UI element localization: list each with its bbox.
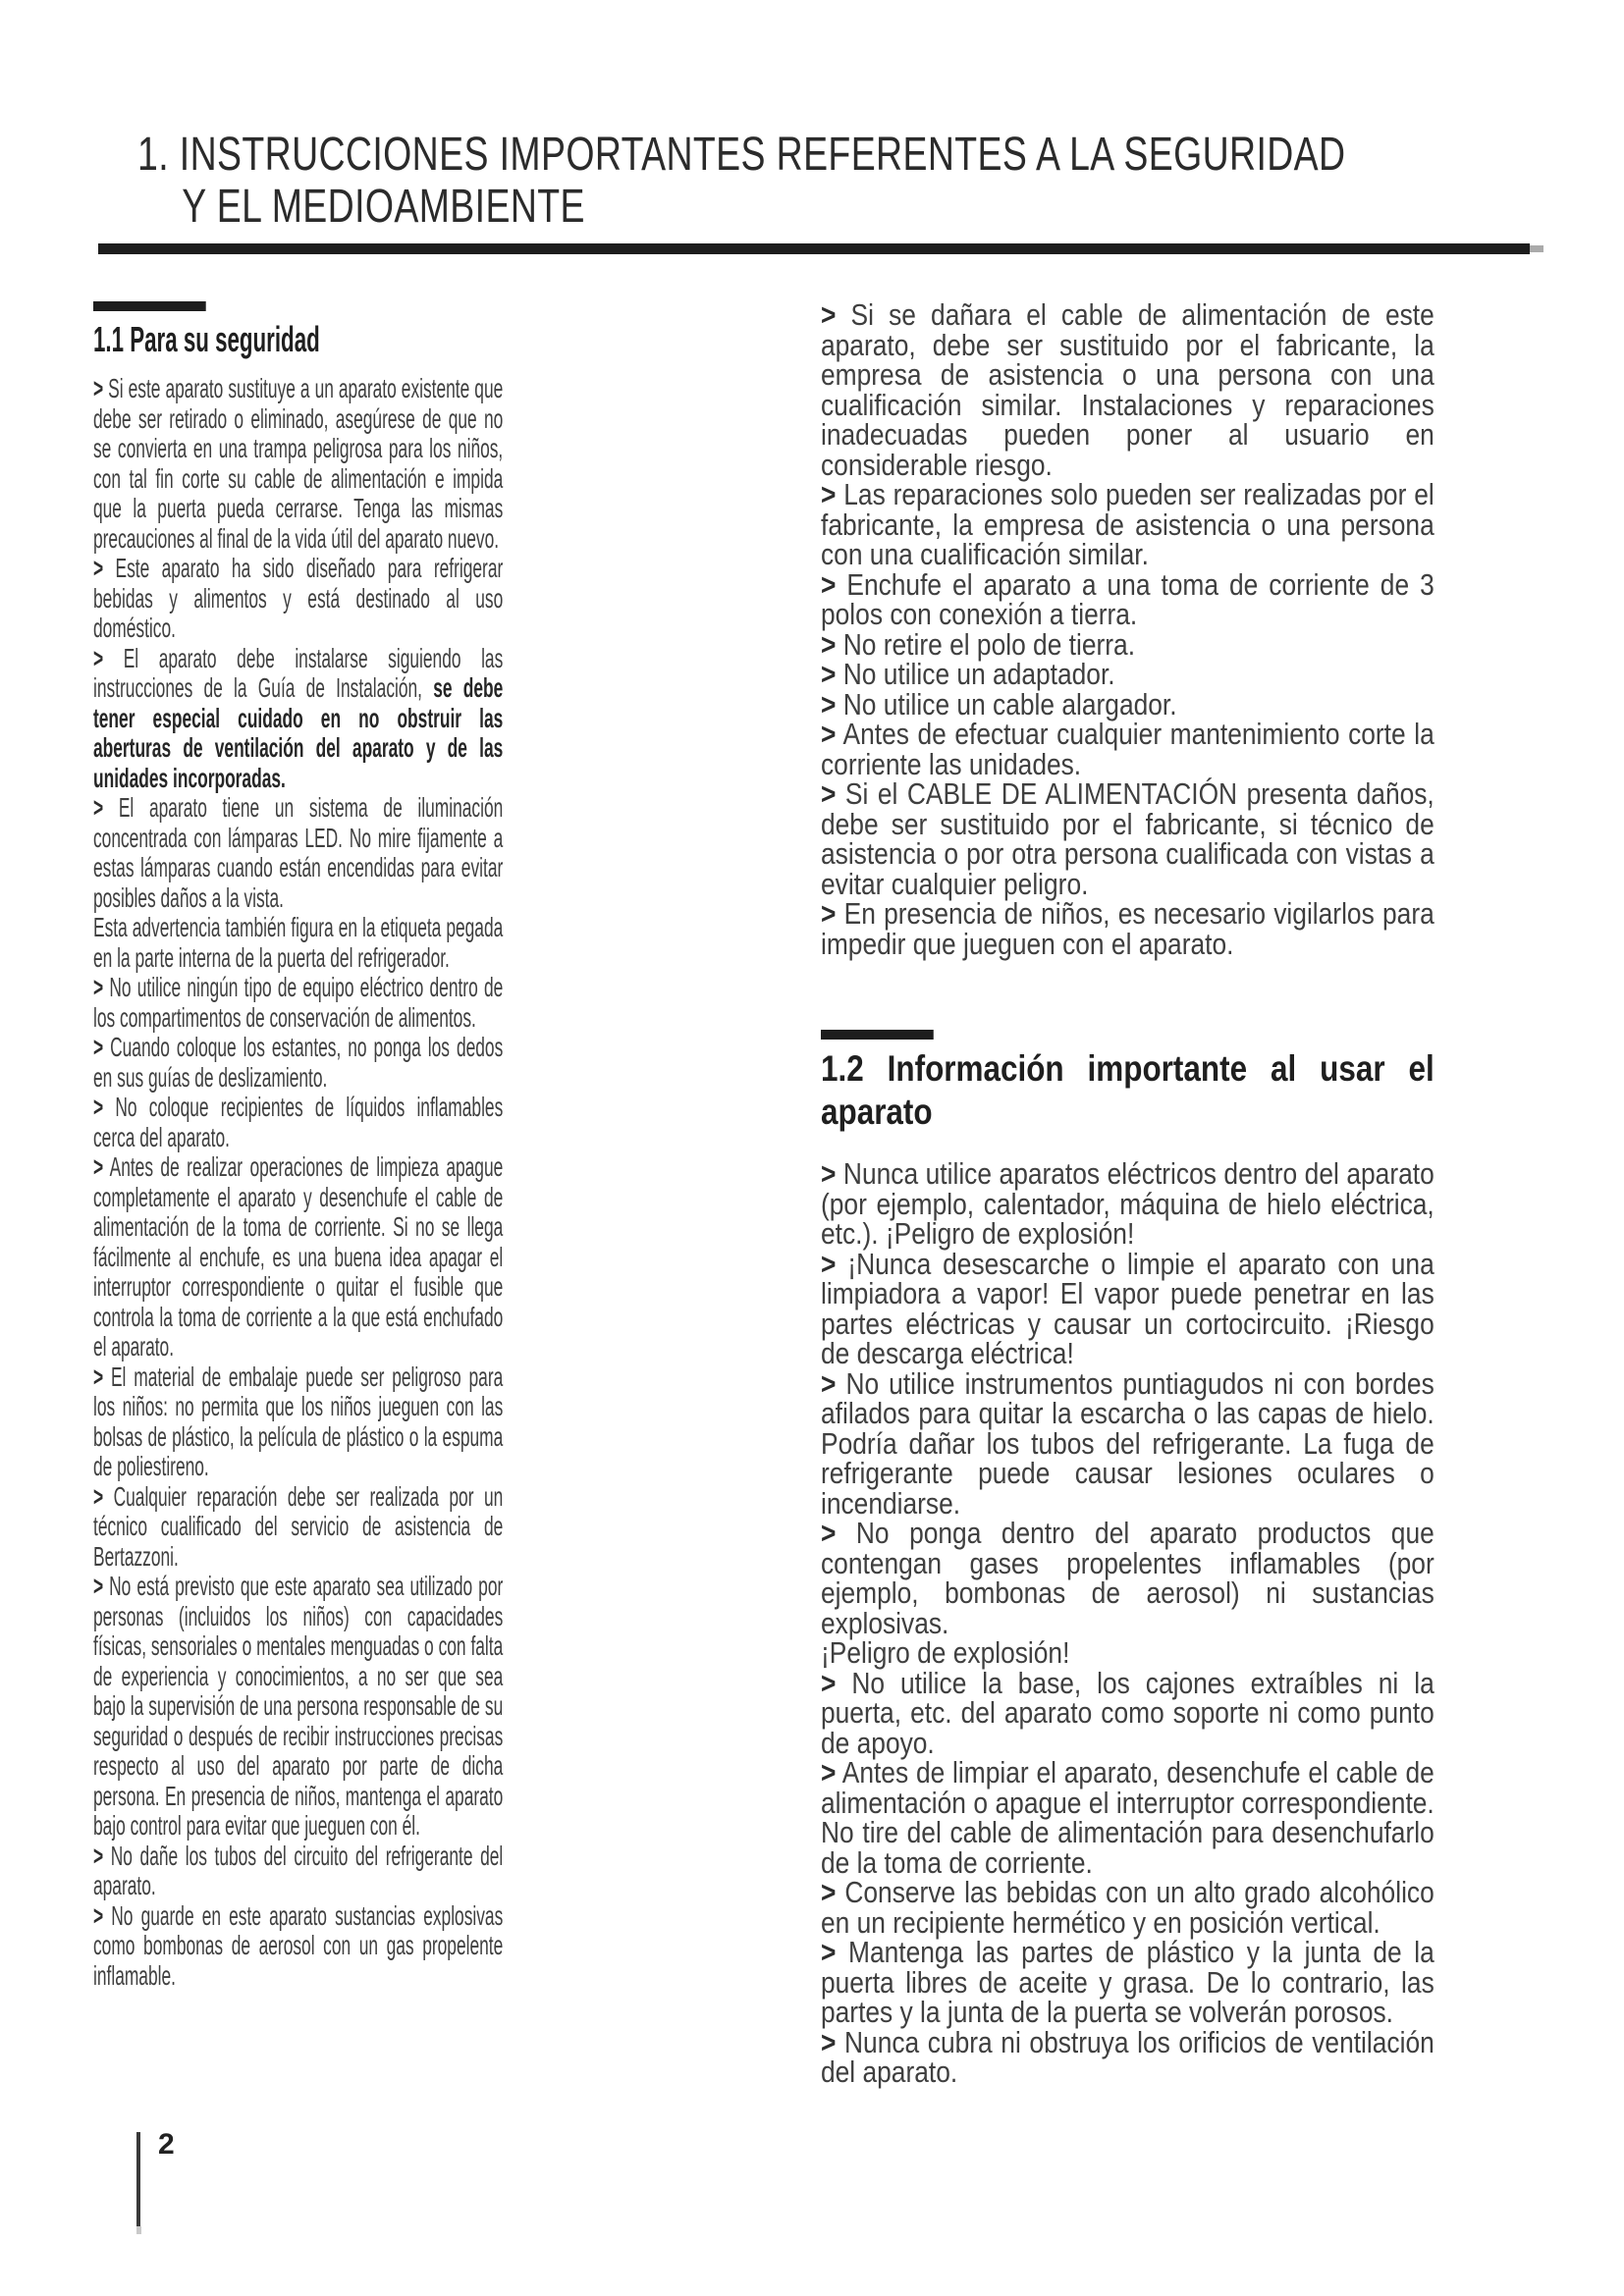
section-rule-1-1 xyxy=(93,301,206,311)
paragraph xyxy=(821,1365,1435,1521)
left-column xyxy=(93,294,503,1991)
paragraph xyxy=(821,1246,1435,1370)
bullet-arrow-icon: > xyxy=(821,776,837,811)
bullet-arrow-icon: > xyxy=(821,1665,837,1700)
bullet-arrow-icon: > xyxy=(93,1151,104,1182)
paragraph-text: Conserve las bebidas con un alto grado alcohólico en un recipiente hermético y en posición vertical. xyxy=(821,1875,1435,1940)
paragraph xyxy=(821,717,1435,781)
paragraph-text: Si el CABLE DE ALIMENTACIÓN presenta daños, debe ser sustituido por el fabricante, si técnico de asistencia o por otra persona cualificada con vistas a evitar cualquier peligro. xyxy=(821,776,1435,901)
paragraph-text: No dañe los tubos del circuito del refrigerante del aparato. xyxy=(93,1840,504,1900)
paragraph-text: No utilice un cable alargador. xyxy=(842,686,1177,721)
bullet-arrow-icon: > xyxy=(821,896,837,931)
bullet-arrow-icon: > xyxy=(93,1899,104,1931)
paragraph-text: No utilice la base, los cajones extraíbles ni la puerta, etc. del aparato como soporte ni como punto de apoyo. xyxy=(821,1665,1435,1760)
paragraph-text: Antes de realizar operaciones de limpieza apague completamente el aparato y desenchufe el cable de alimentación de la toma de corriente. Si no se llega fácilmente al enchufe, es una buena idea apagar el interruptor correspondiente o quitar el fusible que controla la toma de corriente a la que está enchufado el aparato. xyxy=(93,1151,504,1362)
paragraph xyxy=(93,1901,503,1992)
paragraph xyxy=(821,297,1435,482)
paragraph-text: No ponga dentro del aparato productos que contengan gases propelentes inflamables (por ejemplo, bombonas de aerosol) ni sustancias explosivas. xyxy=(821,1516,1435,1640)
bullet-arrow-icon: > xyxy=(821,1875,837,1909)
paragraph-text-bold: se debe tener especial cuidado en no obstruir las aberturas de ventilación del aparato y de las unidades incorporadas. xyxy=(93,672,504,793)
bullet-arrow-icon: > xyxy=(93,792,104,823)
paragraph-text: El material de embalaje puede ser peligroso para los niños: no permita que los niños jueguen con las bolsas de plástico, la película de plástico o la espuma de poliestireno. xyxy=(93,1361,504,1481)
page-number: 2 xyxy=(158,2128,175,2161)
right-paragraph-list-bottom xyxy=(821,1156,1435,2089)
paragraph xyxy=(93,1093,503,1152)
paragraph xyxy=(821,566,1435,631)
left-paragraph-list xyxy=(93,374,503,1991)
paragraph xyxy=(93,1842,503,1901)
paragraph-text: Las reparaciones solo pueden ser realizadas por el fabricante, la empresa de asistencia o una persona con una cualificación similar. xyxy=(821,477,1435,571)
paragraph-text: ¡Nunca desescarche o limpie el aparato con una limpiadora a vapor! El vapor puede penetrar en las partes eléctricas y causar un cortocircuito. ¡Riesgo de descarga eléctrica! xyxy=(821,1246,1435,1370)
bullet-arrow-icon: > xyxy=(821,1246,837,1281)
title-rule xyxy=(98,243,1530,254)
bullet-arrow-icon: > xyxy=(821,626,837,662)
paragraph xyxy=(821,2024,1435,2089)
paragraph-text: Nunca utilice aparatos eléctricos dentro del aparato (por ejemplo, calentador, máquina de hielo eléctrica, etc.). ¡Peligro de explosión! xyxy=(821,1156,1435,1251)
paragraph-text: El aparato debe instalarse siguiendo las instrucciones de la Guía de Instalación, xyxy=(93,642,504,703)
paragraph-text: ¡Peligro de explosión! xyxy=(821,1635,1070,1670)
paragraph xyxy=(93,1572,503,1842)
bullet-arrow-icon: > xyxy=(93,373,104,403)
paragraph-text: No coloque recipientes de líquidos inflamables cerca del aparato. xyxy=(93,1092,504,1152)
bullet-arrow-icon: > xyxy=(93,642,104,673)
paragraph-text: Si se dañara el cable de alimentación de este aparato, debe ser sustituido por el fabricante, la empresa de asistencia o una persona con una cualificación similar. Instalaciones y reparaciones inadecuadas pueden poner al usuario en considerable riesgo. xyxy=(821,297,1435,482)
paragraph-text: Si este aparato sustituye a un aparato existente que debe ser retirado o eliminado, asegúrese de que no se convierta en una trampa peligrosa para los niños, con tal fin corte su cable de alimentación e impida que la puerta pueda cerrarse. Tenga las mismas precauciones al final de la vida útil del aparato nuevo. xyxy=(93,373,504,554)
bullet-arrow-icon: > xyxy=(93,972,104,1002)
paragraph xyxy=(821,1935,1435,2029)
section-heading-1-1: 1.1 Para su seguridad xyxy=(93,319,320,359)
right-paragraph-list-top xyxy=(821,297,1435,961)
bullet-arrow-icon: > xyxy=(821,2024,837,2059)
paragraph xyxy=(821,686,1435,721)
bullet-arrow-icon: > xyxy=(93,1032,104,1062)
section-heading-1-2-line2: aparato xyxy=(821,1092,933,1132)
bullet-arrow-icon: > xyxy=(93,1361,104,1392)
paragraph xyxy=(821,1665,1435,1760)
paragraph-text: Nunca cubra ni obstruya los orificios de ventilación del aparato. xyxy=(821,2024,1435,2089)
bullet-arrow-icon: > xyxy=(821,566,837,602)
paragraph-text: Enchufe el aparato a una toma de corriente de 3 polos con conexión a tierra. xyxy=(821,566,1435,631)
paragraph-text: El aparato tiene un sistema de iluminación concentrada con lámparas LED. No mire fijamente a estas lámparas cuando están encendidas para evitar posibles daños a la vista. xyxy=(93,792,504,913)
bullet-arrow-icon: > xyxy=(93,1571,104,1601)
bullet-arrow-icon: > xyxy=(821,686,837,721)
paragraph-text: Antes de limpiar el aparato, desenchufe el cable de alimentación o apague el interruptor correspondiente. No tire del cable de alimentación para desenchufarlo de la toma de corriente. xyxy=(821,1755,1435,1880)
paragraph xyxy=(93,1033,503,1093)
paragraph xyxy=(821,626,1435,662)
bullet-arrow-icon: > xyxy=(93,553,104,583)
paragraph xyxy=(821,1755,1435,1880)
paragraph xyxy=(821,1516,1435,1640)
right-column xyxy=(821,294,1435,2088)
bullet-arrow-icon: > xyxy=(821,1365,837,1401)
paragraph xyxy=(93,1152,503,1362)
paragraph-text: No guarde en este aparato sustancias explosivas como bombonas de aerosol con un gas propelente inflamable. xyxy=(93,1899,504,1991)
page-title xyxy=(137,129,1516,233)
paragraph xyxy=(821,1875,1435,1940)
paragraph xyxy=(821,1635,1435,1670)
paragraph-text: Mantenga las partes de plástico y la junta de la puerta libres de aceite y grasa. De lo contrario, las partes y la junta de la puerta se volverán porosos. xyxy=(821,1935,1435,2029)
footer-rule xyxy=(136,2132,140,2226)
paragraph xyxy=(93,644,503,794)
paragraph-text: Esta advertencia también figura en la etiqueta pegada en la parte interna de la puerta del refrigerador. xyxy=(93,912,504,973)
paragraph-text: No utilice ningún tipo de equipo eléctrico dentro de los compartimentos de conservación de alimentos. xyxy=(93,972,504,1033)
paragraph-text: No está previsto que este aparato sea utilizado por personas (incluidos los niños) con capacidades físicas, sensoriales o mentales menguadas o con falta de experiencia y conocimientos, a no ser que sea bajo la supervisión de una persona responsable de su seguridad o después de recibir instrucciones precisas respecto al uso del aparato por parte de dicha persona. En presencia de niños, mantenga el aparato bajo control para evitar que jueguen con él. xyxy=(93,1571,504,1841)
bullet-arrow-icon: > xyxy=(93,1840,104,1871)
paragraph xyxy=(93,1482,503,1573)
bullet-arrow-icon: > xyxy=(821,717,837,751)
bullet-arrow-icon: > xyxy=(821,1755,837,1789)
page-title-line2: Y EL MEDIOAMBIENTE xyxy=(182,181,585,233)
paragraph-text: No utilice instrumentos puntiagudos ni con bordes afilados para quitar la escarcha o las capas de hielo. Podría dañar los tubos del refrigerante. La fuga de refrigerante puede causar lesiones oculares o incendiarse. xyxy=(821,1365,1435,1521)
bullet-arrow-icon: > xyxy=(821,297,837,332)
paragraph xyxy=(93,1362,503,1482)
paragraph-text: Cualquier reparación debe ser realizada por un técnico cualificado del servicio de asistencia de Bertazzoni. xyxy=(93,1480,504,1572)
paragraph-text: No utilice un adaptador. xyxy=(842,657,1115,691)
paragraph xyxy=(93,973,503,1033)
section-heading-1-2-line1: 1.2 Información importante al usar el xyxy=(821,1048,1435,1089)
paragraph-text: Cuando coloque los estantes, no ponga los dedos en sus guías de deslizamiento. xyxy=(93,1032,504,1093)
bullet-arrow-icon: > xyxy=(93,1092,104,1122)
paragraph-text: Antes de efectuar cualquier mantenimiento corte la corriente las unidades. xyxy=(821,717,1435,781)
paragraph xyxy=(93,554,503,644)
paragraph-text: No retire el polo de tierra. xyxy=(842,626,1136,662)
paragraph xyxy=(93,913,503,973)
page-title-line1: 1. INSTRUCCIONES IMPORTANTES REFERENTES A LA SEGURIDAD xyxy=(137,129,1346,181)
bullet-arrow-icon: > xyxy=(821,1935,837,1969)
paragraph xyxy=(821,477,1435,571)
paragraph xyxy=(93,793,503,913)
bullet-arrow-icon: > xyxy=(821,657,837,691)
bullet-arrow-icon: > xyxy=(821,1516,837,1550)
section-heading-1-2 xyxy=(821,1047,1435,1134)
paragraph xyxy=(821,776,1435,901)
paragraph xyxy=(821,1156,1435,1251)
paragraph-text: Este aparato ha sido diseñado para refrigerar bebidas y alimentos y está destinado al uso doméstico. xyxy=(93,553,504,643)
paragraph-text: En presencia de niños, es necesario vigilarlos para impedir que jueguen con el aparato. xyxy=(821,896,1435,961)
section-rule-1-2 xyxy=(821,1030,934,1040)
bullet-arrow-icon: > xyxy=(93,1480,104,1512)
bullet-arrow-icon: > xyxy=(821,477,837,511)
paragraph xyxy=(821,657,1435,691)
paragraph xyxy=(821,896,1435,961)
paragraph xyxy=(93,374,503,554)
bullet-arrow-icon: > xyxy=(821,1156,837,1191)
